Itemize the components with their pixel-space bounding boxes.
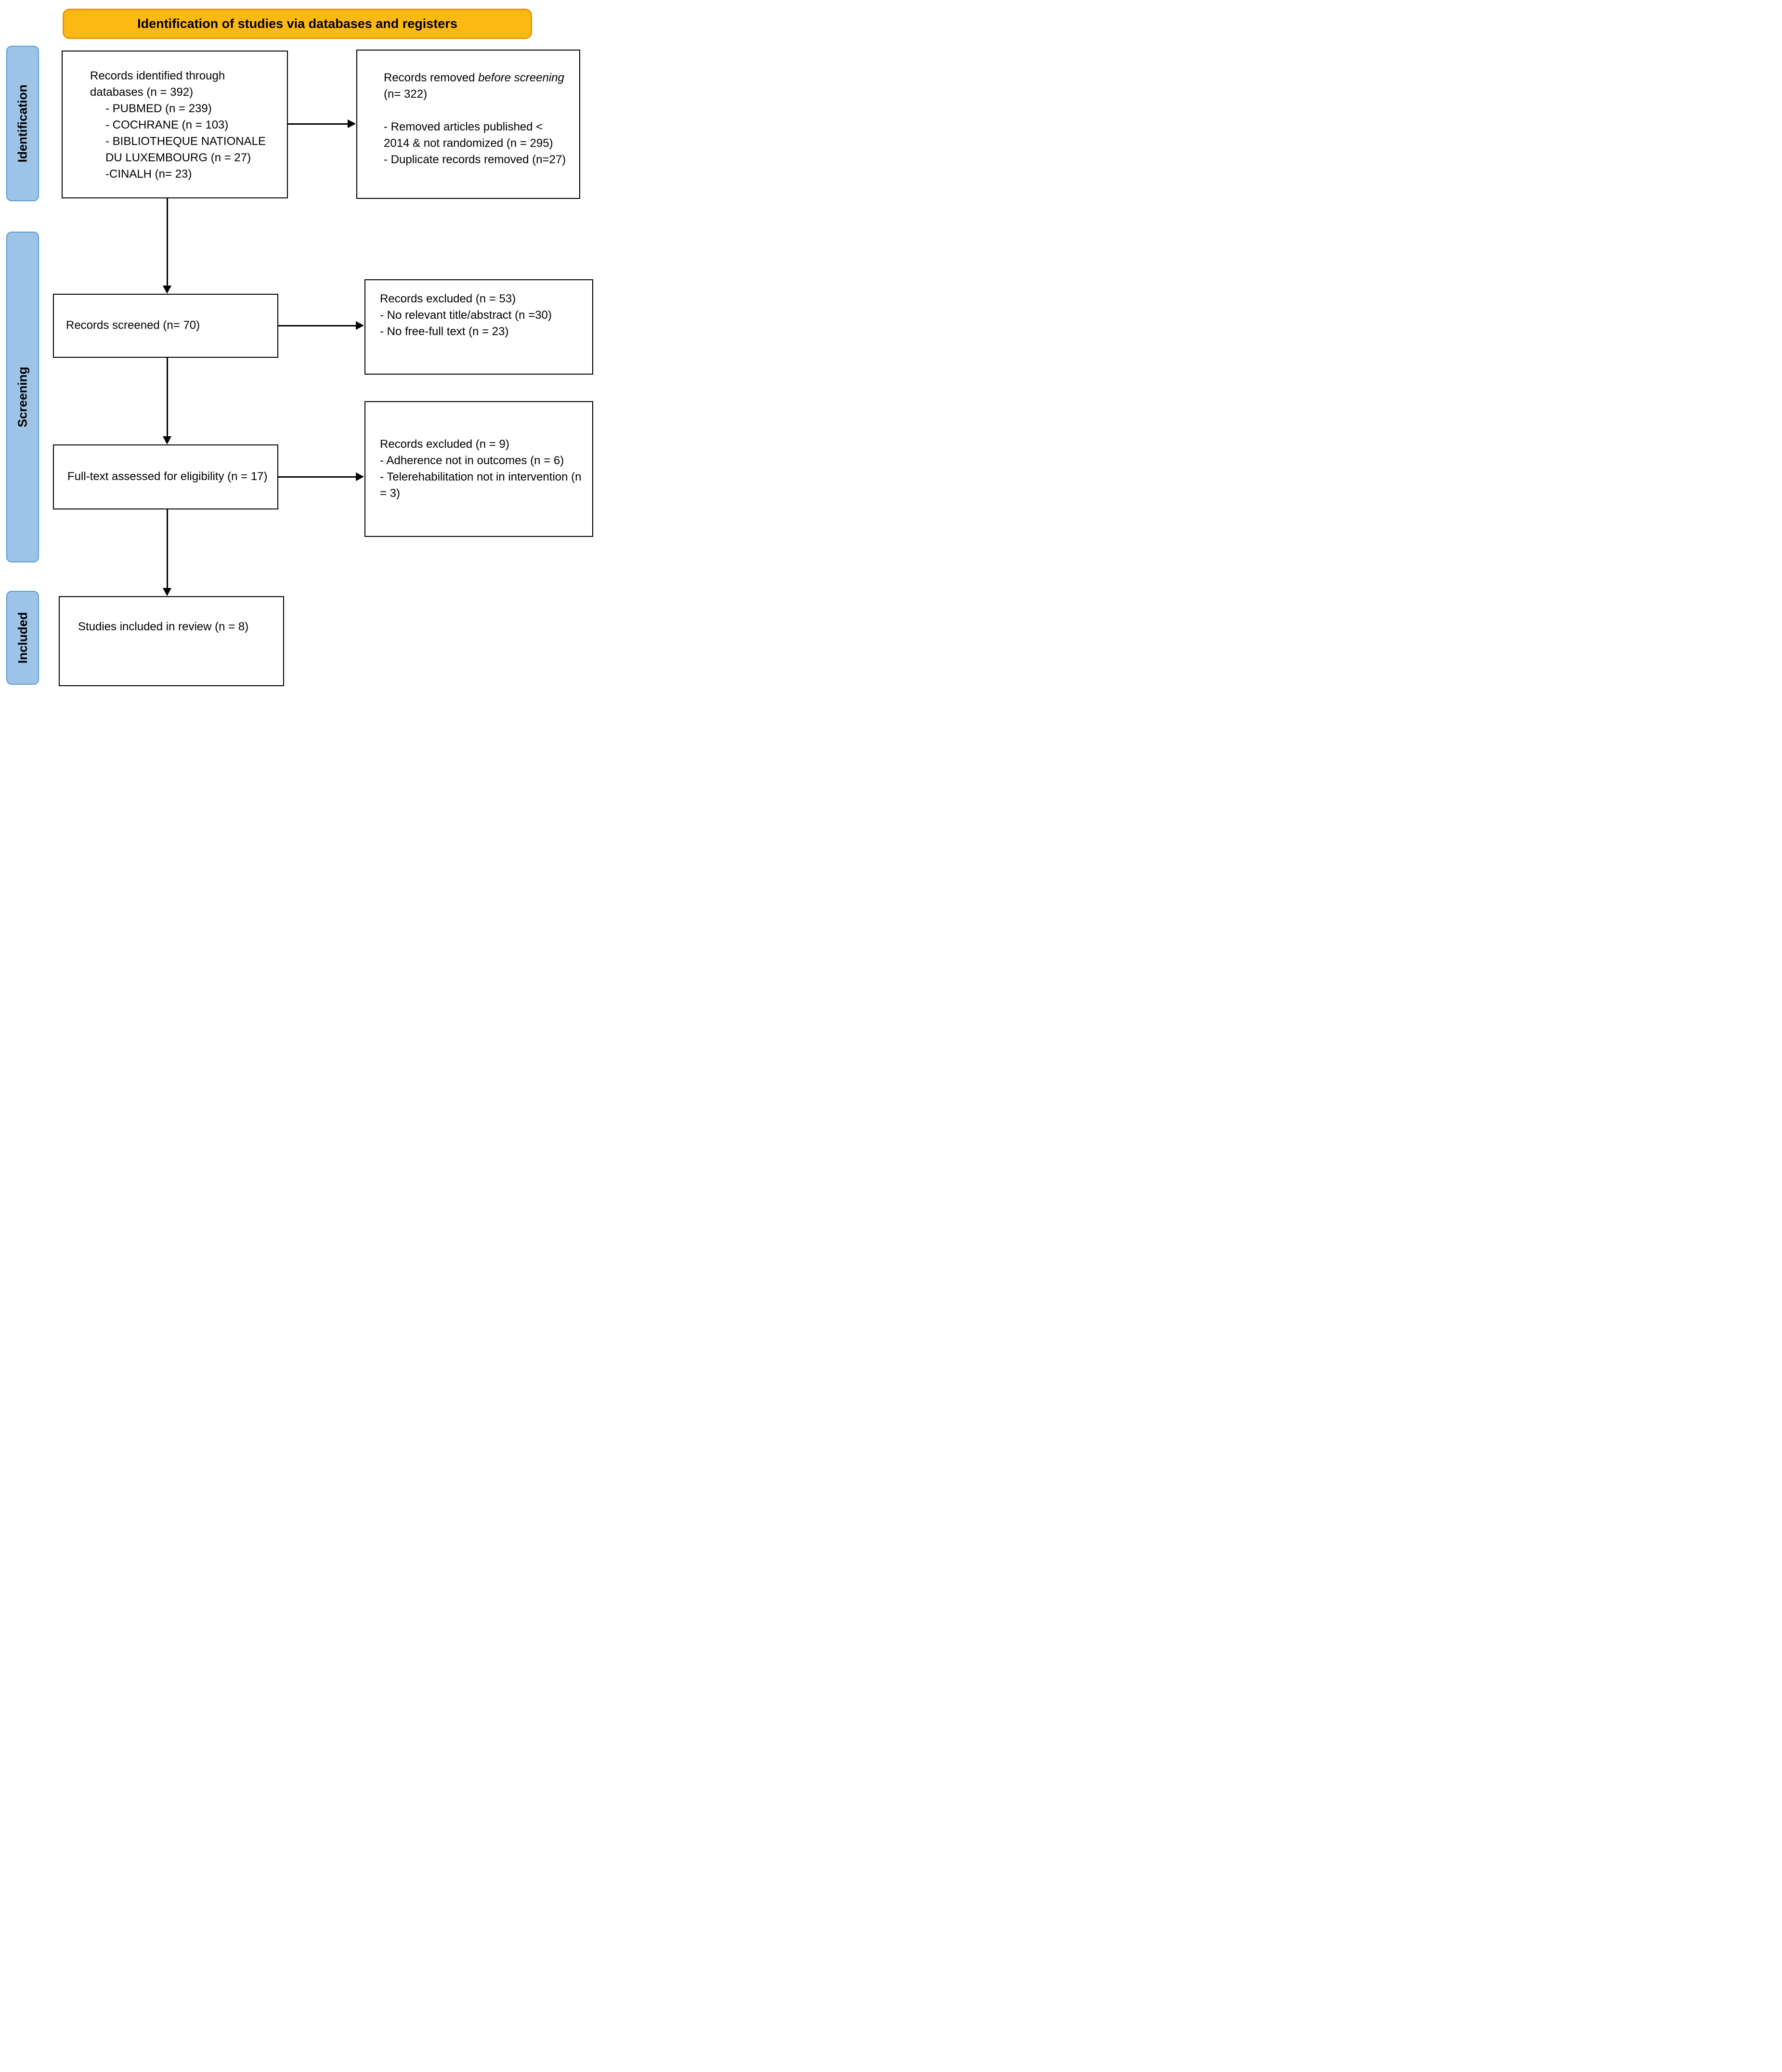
removed-reason-list [384, 119, 567, 168]
records-removed-heading-prefix: Records removed [384, 71, 479, 84]
records-removed-heading-count: (n= 322) [384, 88, 428, 101]
database-item-pubmed: - PUBMED (n = 239) [105, 102, 212, 116]
database-source-list [105, 101, 275, 182]
stage-label-included: Included [15, 612, 30, 664]
records-removed-heading [384, 70, 567, 103]
excluded-reason-telerehabilitation: - Telerehabilitation not in intervention (n = 3) [380, 470, 582, 500]
records-removed-heading-italic: before screening [478, 71, 564, 84]
diagram-title: Identification of studies via databases and registers [137, 16, 457, 31]
stage-bar-identification [6, 46, 39, 201]
excluded-screening-heading: Records excluded (n = 53) [380, 292, 516, 305]
stage-bar-included [6, 591, 39, 685]
box-records-identified [62, 51, 288, 198]
records-identified-heading: Records identified through databases (n = 392) [90, 69, 225, 99]
excluded-reason-adherence: - Adherence not in outcomes (n = 6) [380, 454, 564, 467]
records-screened-text: Records screened (n= 70) [66, 319, 200, 332]
database-item-bnl: - BIBLIOTHEQUE NATIONALE DU LUXEMBOURG (n = 27) [105, 135, 266, 165]
fulltext-assessed-text: Full-text assessed for eligibility (n = 17) [67, 470, 268, 483]
excluded-eligibility-reason-list [380, 453, 583, 502]
excluded-screening-reason-list [380, 307, 582, 340]
removed-reason-duplicates: - Duplicate records removed (n=27) [384, 153, 566, 167]
excluded-reason-title-abstract: - No relevant title/abstract (n =30) [380, 309, 552, 322]
box-records-excluded-eligibility [364, 401, 593, 537]
excluded-reason-no-free-full-text: - No free-full text (n = 23) [380, 325, 509, 339]
box-studies-included [59, 596, 284, 686]
prisma-flow-diagram [0, 0, 594, 691]
database-item-cinalh: -CINALH (n= 23) [105, 168, 192, 181]
box-records-screened [53, 294, 278, 358]
arrow-right-fulltext-to-excluded-icon [278, 476, 356, 478]
stage-bar-screening [6, 232, 39, 562]
arrow-down-screened-to-fulltext-icon [167, 358, 168, 437]
box-records-excluded-screening [364, 279, 593, 375]
database-item-cochrane: - COCHRANE (n = 103) [105, 118, 229, 132]
removed-reason-old-not-randomized: - Removed articles published < 2014 & not randomized (n = 295) [384, 120, 553, 150]
arrow-down-identified-to-screened-icon [167, 198, 168, 286]
studies-included-text: Studies included in review (n = 8) [78, 620, 249, 633]
excluded-eligibility-heading: Records excluded (n = 9) [380, 437, 509, 451]
diagram-title-banner [63, 9, 532, 39]
box-records-removed [356, 50, 580, 199]
stage-label-screening: Screening [15, 366, 30, 428]
arrow-down-fulltext-to-included-icon [167, 509, 168, 588]
arrow-right-identified-to-removed-icon [288, 123, 348, 125]
box-fulltext-assessed [53, 444, 278, 509]
stage-label-identification: Identification [15, 84, 30, 163]
arrow-right-screened-to-excluded-icon [278, 325, 356, 326]
